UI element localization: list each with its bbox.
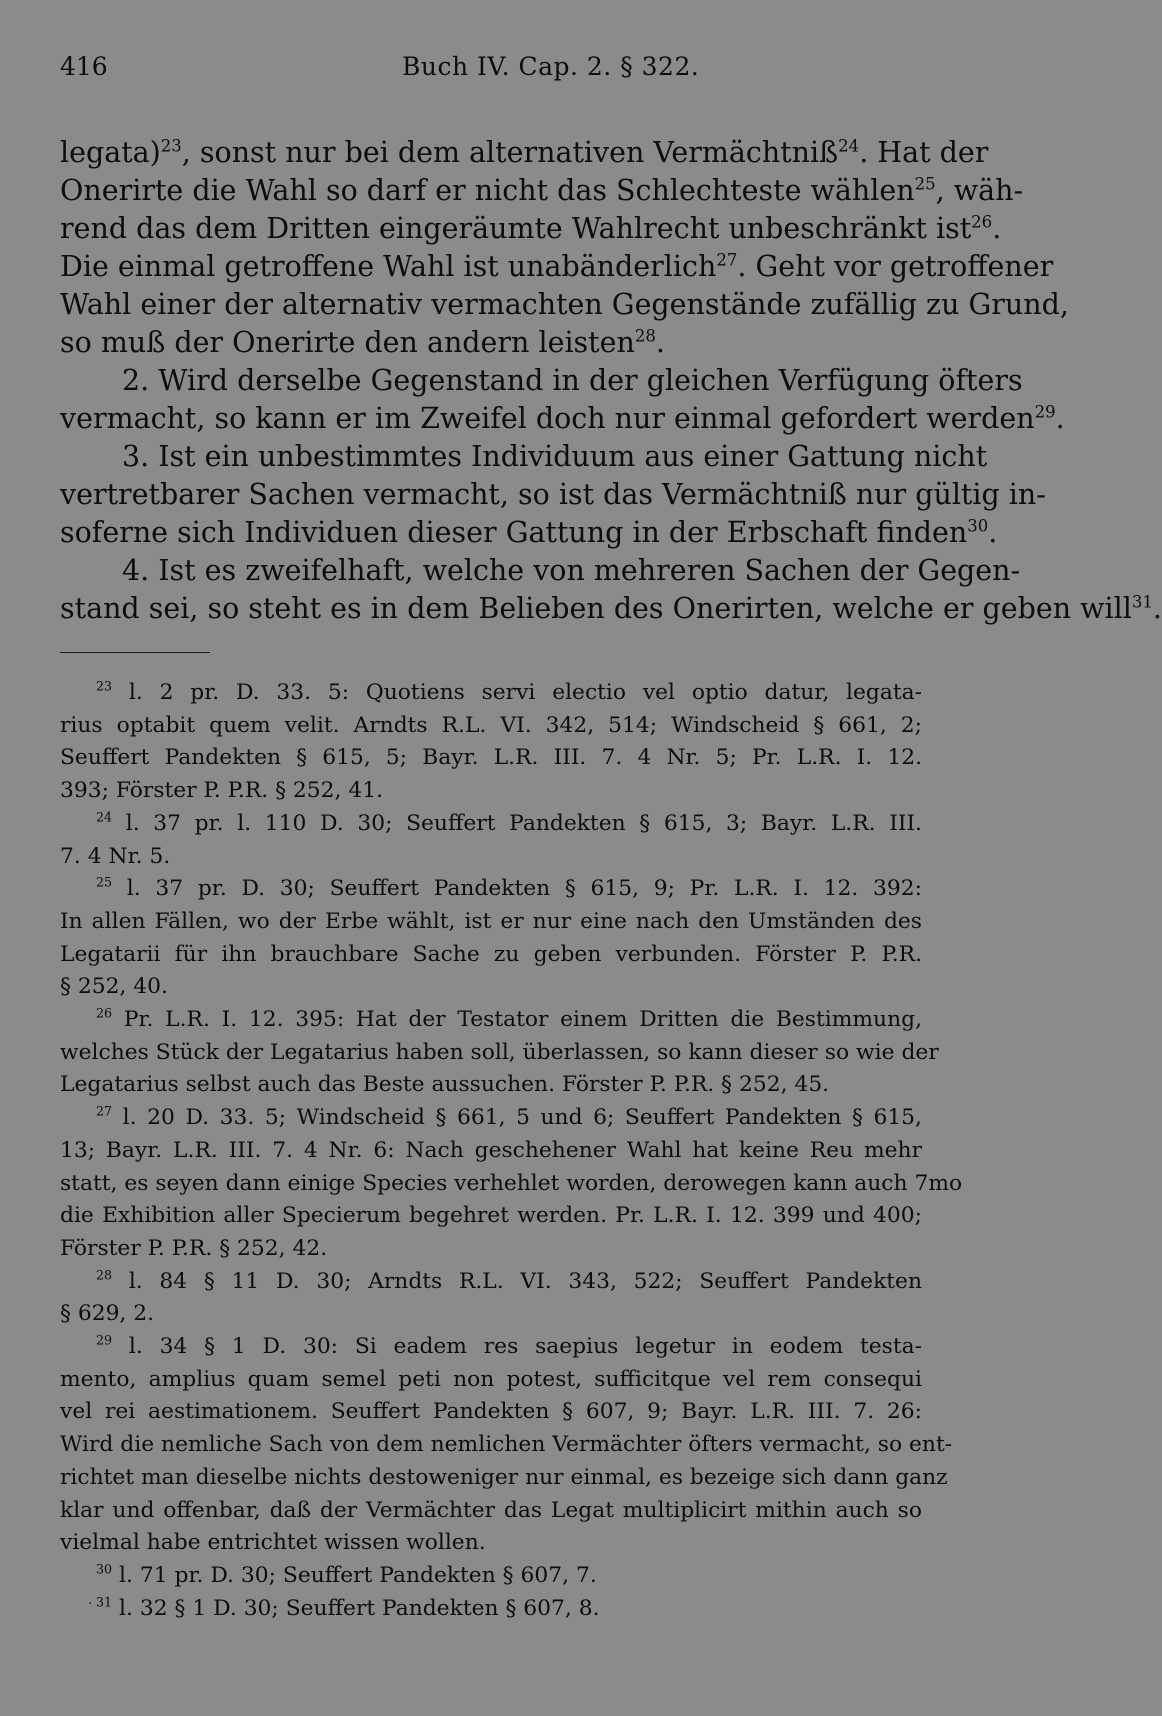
footnote-line bbox=[60, 677, 922, 710]
footnote-line bbox=[60, 1004, 922, 1037]
footnote-line bbox=[60, 971, 922, 1004]
footnote-line bbox=[60, 1037, 939, 1070]
line-text: stand sei, so steht es in dem Belieben des Onerirten, welche er geben will bbox=[60, 592, 1132, 625]
footnote-line bbox=[60, 841, 922, 874]
footnote-text: Seuffert Pandekten § 615, 5; Bayr. L.R. III. 7. 4 Nr. 5; Pr. L.R. I. 12. bbox=[60, 745, 922, 771]
footnote-line bbox=[60, 1102, 922, 1135]
footnote-ref: 28 bbox=[634, 326, 656, 346]
line-text: so muß der Onerirte den andern leisten bbox=[60, 326, 635, 359]
footnote-line bbox=[60, 873, 922, 906]
line-text: . Geht vor getroffener bbox=[737, 250, 1054, 283]
text-line bbox=[60, 590, 1162, 628]
line-text: . bbox=[655, 326, 665, 359]
footnote-line bbox=[60, 742, 922, 775]
page-number: 416 bbox=[60, 52, 108, 81]
footnote-separator bbox=[60, 652, 210, 653]
text-line bbox=[60, 362, 1023, 400]
line-text: . bbox=[988, 516, 998, 549]
text-line bbox=[60, 552, 1021, 590]
line-text: Wahl einer der alternativ vermachten Gegenstände zufällig zu Grund, bbox=[60, 288, 1069, 321]
line-text: . bbox=[1055, 402, 1065, 435]
print-speck: · bbox=[88, 1596, 93, 1612]
footnote-line bbox=[60, 775, 922, 808]
footnote-line bbox=[60, 1560, 922, 1593]
line-text: 2. Wird derselbe Gegenstand in der gleichen Verfügung öfters bbox=[122, 364, 1023, 397]
footnote-line bbox=[60, 1495, 922, 1528]
footnote-text: Legatarius selbst auch das Beste aussuchen. Förster P. P.R. § 252, 45. bbox=[60, 1072, 830, 1098]
footnote-line bbox=[60, 808, 922, 841]
footnote-line bbox=[60, 939, 922, 972]
footnote bbox=[60, 1331, 953, 1560]
footnote-line bbox=[60, 1527, 922, 1560]
footnote-text: Pr. L.R. I. 12. 395: Hat der Testator einem Dritten die Bestimmung, bbox=[123, 1007, 923, 1033]
footnote-ref: 23 bbox=[160, 136, 182, 156]
footnote-text: In allen Fällen, wo der Erbe wählt, ist er nur eine nach den Umständen des bbox=[60, 908, 922, 934]
text-line bbox=[60, 210, 1002, 248]
footnote-text: l. 2 pr. D. 33. 5: Quotiens servi electio vel optio datur, legata- bbox=[128, 680, 922, 705]
footnote-number: 27 bbox=[96, 1103, 113, 1119]
footnote-text: Legatarii für ihn brauchbare Sache zu geben verbunden. Förster P. P.R. bbox=[60, 941, 922, 967]
footnote-ref: 31 bbox=[1131, 592, 1153, 612]
footnote-number: 28 bbox=[96, 1267, 113, 1283]
footnote bbox=[60, 677, 922, 808]
footnote-line bbox=[60, 1233, 922, 1266]
footnote-line bbox=[60, 1168, 963, 1201]
line-text: 3. Ist ein unbestimmtes Individuum aus einer Gattung nicht bbox=[122, 440, 988, 473]
footnote-line bbox=[60, 1069, 922, 1102]
footnote-text: richtet man dieselbe nichts destoweniger nur einmal, es bezeige sich dann ganz bbox=[60, 1464, 948, 1490]
line-text: legata) bbox=[60, 136, 161, 169]
footnote-ref: 29 bbox=[1034, 402, 1056, 422]
footnote-text: Wird die nemliche Sach von dem nemlichen Vermächter öfters vermacht, so ent- bbox=[60, 1432, 953, 1458]
footnote-number: 25 bbox=[96, 874, 113, 890]
footnote-text: vel rei aestimationem. Seuffert Pandekten § 607, 9; Bayr. L.R. III. 7. 26: bbox=[60, 1399, 922, 1425]
footnote-text: l. 32 § 1 D. 30; Seuffert Pandekten § 607, 8. bbox=[119, 1595, 600, 1621]
footnote-text: welches Stück der Legatarius haben soll, überlassen, so kann dieser so wie der bbox=[60, 1039, 939, 1065]
line-text: , wäh- bbox=[935, 174, 1024, 207]
line-text: Onerirte die Wahl so darf er nicht das Schlechteste wählen bbox=[60, 174, 915, 207]
footnote bbox=[60, 808, 922, 873]
footnote-text: l. 71 pr. D. 30; Seuffert Pandekten § 607, 7. bbox=[119, 1562, 597, 1588]
footnote-number: 31 bbox=[96, 1594, 113, 1610]
footnote-text: klar und offenbar, daß der Vermächter das Legat multiplicirt mithin auch so bbox=[60, 1497, 922, 1523]
line-text: vermacht, so kann er im Zweifel doch nur einmal gefordert werden bbox=[60, 402, 1035, 435]
page-header bbox=[60, 52, 922, 94]
line-text: . bbox=[992, 212, 1002, 245]
footnote-text: 13; Bayr. L.R. III. 7. 4 Nr. 6: Nach geschehener Wahl hat keine Reu mehr bbox=[60, 1137, 922, 1163]
footnote-text: l. 37 pr. l. 110 D. 30; Seuffert Pandekten § 615, 3; Bayr. L.R. III. bbox=[125, 810, 922, 836]
footnote-text: § 629, 2. bbox=[60, 1301, 155, 1327]
footnote bbox=[60, 1593, 922, 1626]
text-line bbox=[60, 514, 998, 552]
running-head: Buch IV. Cap. 2. § 322. bbox=[402, 52, 700, 81]
footnotes bbox=[60, 677, 963, 1625]
footnote-text: § 252, 40. bbox=[60, 974, 168, 1000]
footnote bbox=[60, 1004, 939, 1102]
footnote-line bbox=[60, 1200, 922, 1233]
text-line bbox=[60, 172, 1024, 210]
footnote-line bbox=[60, 1593, 922, 1626]
footnote-number: 26 bbox=[96, 1005, 113, 1021]
text-line bbox=[60, 324, 922, 362]
footnote bbox=[60, 1560, 922, 1593]
main-text bbox=[60, 134, 1162, 628]
footnote-line bbox=[60, 1396, 922, 1429]
footnote-ref: 30 bbox=[967, 516, 989, 536]
line-text: rend das dem Dritten eingeräumte Wahlrecht unbeschränkt ist bbox=[60, 212, 972, 245]
line-text: , sonst nur bei dem alternativen Vermächtniß bbox=[181, 136, 839, 169]
footnote-line bbox=[60, 1266, 922, 1299]
footnote-text: die Exhibition aller Specierum begehret werden. Pr. L.R. I. 12. 399 und 400; bbox=[60, 1203, 922, 1229]
line-text: . bbox=[1152, 592, 1162, 625]
footnote-text: mento, amplius quam semel peti non potest, sufficitque vel rem consequi bbox=[60, 1366, 922, 1392]
footnote-ref: 27 bbox=[716, 250, 738, 270]
footnote-line bbox=[60, 1331, 922, 1364]
footnote-number: 24 bbox=[96, 809, 113, 825]
footnote-line bbox=[60, 1364, 922, 1397]
footnote-ref: 24 bbox=[838, 136, 860, 156]
footnote-line bbox=[60, 906, 922, 939]
footnote-text: rius optabit quem velit. Arndts R.L. VI. 342, 514; Windscheid § 661, 2; bbox=[60, 712, 922, 738]
footnote-text: vielmal habe entrichtet wissen wollen. bbox=[60, 1530, 486, 1556]
footnote-text: 393; Förster P. P.R. § 252, 41. bbox=[60, 778, 384, 804]
footnote-number: 30 bbox=[96, 1561, 113, 1577]
text-line bbox=[60, 438, 988, 476]
footnote-text: l. 37 pr. D. 30; Seuffert Pandekten § 615, 9; Pr. L.R. I. 12. 392: bbox=[126, 876, 922, 902]
footnote-text: l. 84 § 11 D. 30; Arndts R.L. VI. 343, 522; Seuffert Pandekten bbox=[128, 1268, 922, 1294]
line-text: . Hat der bbox=[859, 136, 989, 169]
footnote-text: l. 34 § 1 D. 30: Si eadem res saepius legetur in eodem testa- bbox=[128, 1334, 922, 1360]
footnote-number: 23 bbox=[96, 678, 113, 694]
text-line bbox=[60, 400, 1065, 438]
footnote-line bbox=[60, 1462, 948, 1495]
text-line bbox=[60, 134, 989, 172]
footnote bbox=[60, 873, 922, 1004]
footnote-ref: 25 bbox=[914, 174, 936, 194]
line-text: soferne sich Individuen dieser Gattung in der Erbschaft finden bbox=[60, 516, 968, 549]
footnote-ref: 26 bbox=[971, 212, 993, 232]
footnote-text: statt, es seyen dann einige Species verhehlet worden, derowegen kann auch 7mo bbox=[60, 1170, 963, 1196]
footnote bbox=[60, 1102, 963, 1266]
footnote-text: l. 20 D. 33. 5; Windscheid § 661, 5 und 6; Seuffert Pandekten § 615, bbox=[122, 1105, 922, 1131]
footnote-line bbox=[60, 1298, 922, 1331]
footnote-number: 29 bbox=[96, 1332, 113, 1348]
text-line bbox=[60, 248, 1054, 286]
line-text: 4. Ist es zweifelhaft, welche von mehreren Sachen der Gegen- bbox=[122, 554, 1021, 587]
footnote-line bbox=[60, 710, 922, 743]
line-text: Die einmal getroffene Wahl ist unabänderlich bbox=[60, 250, 717, 283]
line-text: vertretbarer Sachen vermacht, so ist das Vermächtniß nur gültig in- bbox=[60, 478, 1046, 511]
text-line bbox=[60, 286, 1069, 324]
footnote-line bbox=[60, 1135, 922, 1168]
footnote bbox=[60, 1266, 922, 1331]
footnote-text: Förster P. P.R. § 252, 42. bbox=[60, 1235, 328, 1261]
text-line bbox=[60, 476, 1046, 514]
footnote-text: 7. 4 Nr. 5. bbox=[60, 843, 171, 869]
footnote-line bbox=[60, 1429, 953, 1462]
